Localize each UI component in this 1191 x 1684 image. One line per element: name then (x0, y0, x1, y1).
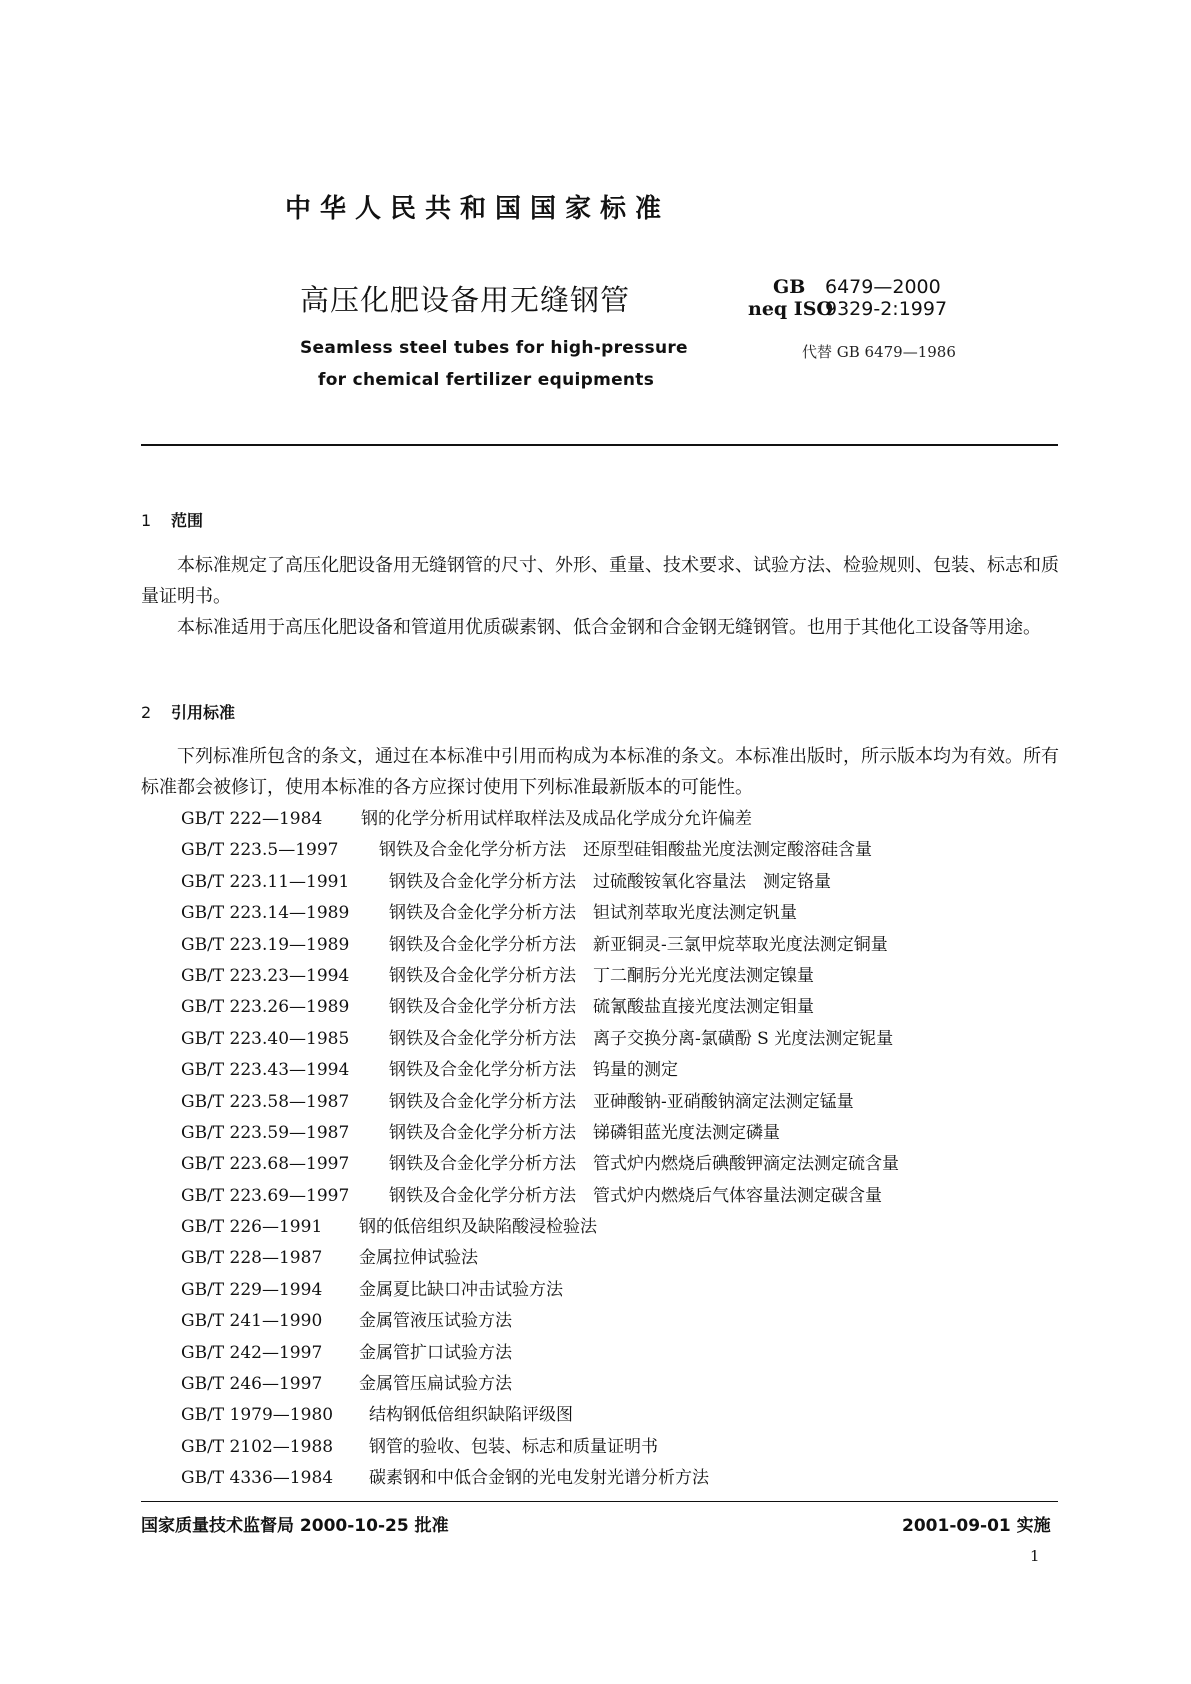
replaces-standard: 代替 GB 6479—1986 (802, 343, 956, 361)
reference-item (181, 1181, 899, 1212)
reference-item (181, 1400, 899, 1431)
implementation-line: 2001-09-01 实施 (902, 1516, 1051, 1536)
reference-title: 钢的低倍组织及缺陷酸浸检验法 (359, 1217, 597, 1238)
reference-item (181, 867, 899, 898)
reference-item (181, 992, 899, 1023)
reference-code: GB/T 2102—1988 (181, 1436, 334, 1457)
reference-code: GB/T 223.23—1994 (181, 965, 350, 986)
reference-item (181, 1463, 899, 1494)
reference-title: 钢铁及合金化学分析方法 硫氰酸盐直接光度法测定钼量 (389, 997, 814, 1018)
reference-item (181, 1212, 899, 1243)
reference-code: GB/T 226—1991 (181, 1217, 323, 1238)
reference-title: 金属拉伸试验法 (359, 1248, 478, 1269)
std-number: 6479—2000 (825, 276, 941, 298)
reference-code: GB/T 229—1994 (181, 1279, 323, 1300)
reference-title: 钢铁及合金化学分析方法 管式炉内燃烧后气体容量法测定碳含量 (389, 1185, 882, 1206)
reference-title: 钢铁及合金化学分析方法 钨量的测定 (389, 1060, 678, 1081)
reference-code: GB/T 223.69—1997 (181, 1185, 350, 1206)
reference-code: GB/T 223.11—1991 (181, 871, 350, 892)
standard-code-block (748, 276, 948, 320)
reference-title: 钢的化学分析用试样取样法及成品化学成分允许偏差 (361, 809, 752, 829)
reference-code: GB/T 223.5—1997 (181, 840, 339, 861)
reference-list (181, 804, 899, 1495)
reference-item (181, 835, 899, 866)
reference-title: 碳素钢和中低合金钢的光电发射光谱分析方法 (369, 1468, 709, 1489)
section-1-heading (141, 508, 203, 531)
reference-title: 金属管液压试验方法 (359, 1311, 512, 1332)
reference-item (181, 804, 899, 835)
reference-title: 钢铁及合金化学分析方法 管式炉内燃烧后碘酸钾滴定法测定硫含量 (389, 1154, 899, 1175)
reference-title: 金属夏比缺口冲击试验方法 (359, 1279, 563, 1300)
reference-code: GB/T 1979—1980 (181, 1405, 334, 1426)
neq-number: 9329-2:1997 (825, 298, 948, 320)
reference-code: GB/T 228—1987 (181, 1248, 323, 1269)
reference-item (181, 961, 899, 992)
reference-item (181, 1024, 899, 1055)
reference-item (181, 1369, 899, 1400)
reference-code: GB/T 223.58—1987 (181, 1091, 350, 1112)
reference-title: 钢铁及合金化学分析方法 锑磷钼蓝光度法测定磷量 (389, 1122, 780, 1143)
section-2-intro: 下列标准所包含的条文，通过在本标准中引用而构成为本标准的条文。本标准出版时，所示版本均为有效。所有标准都会被修订，使用本标准的各方应探讨使用下列标准最新版本的可能性。 (141, 746, 1059, 798)
reference-item (181, 1118, 899, 1149)
reference-title: 钢管的验收、包装、标志和质量证明书 (369, 1436, 658, 1457)
reference-code: GB/T 223.59—1987 (181, 1122, 350, 1143)
header-divider (141, 444, 1058, 446)
document-title-en-line2: for chemical fertilizer equipments (318, 370, 655, 390)
reference-title: 钢铁及合金化学分析方法 丁二酮肟分光光度法测定镍量 (389, 965, 814, 986)
std-label: GB (773, 276, 806, 298)
reference-item (181, 1149, 899, 1180)
section-title: 引用标准 (171, 703, 236, 722)
reference-code: GB/T 223.40—1985 (181, 1028, 350, 1049)
neq-label: neq ISO (748, 298, 833, 320)
reference-code: GB/T 223.14—1989 (181, 903, 350, 924)
reference-code: GB/T 223.68—1997 (181, 1154, 350, 1175)
reference-item (181, 1087, 899, 1118)
reference-item (181, 930, 899, 961)
approval-line: 国家质量技术监督局 2000-10-25 批准 (141, 1516, 449, 1536)
reference-item (181, 1275, 899, 1306)
reference-title: 钢铁及合金化学分析方法 离子交换分离-氯磺酚 S 光度法测定铌量 (389, 1028, 894, 1049)
reference-title: 钢铁及合金化学分析方法 亚砷酸钠-亚硝酸钠滴定法测定锰量 (389, 1091, 854, 1112)
section-number: 2 (141, 703, 152, 722)
reference-code: GB/T 4336—1984 (181, 1468, 334, 1489)
reference-title: 结构钢低倍组织缺陷评级图 (369, 1405, 573, 1426)
reference-title: 钢铁及合金化学分析方法 钽试剂萃取光度法测定钒量 (389, 903, 797, 924)
reference-code: GB/T 223.19—1989 (181, 934, 350, 955)
reference-item (181, 1243, 899, 1274)
reference-title: 钢铁及合金化学分析方法 新亚铜灵-三氯甲烷萃取光度法测定铜量 (389, 934, 888, 955)
section-number: 1 (141, 511, 152, 530)
reference-code: GB/T 246—1997 (181, 1374, 323, 1395)
reference-code: GB/T 241—1990 (181, 1311, 323, 1332)
reference-code: GB/T 223.43—1994 (181, 1060, 350, 1081)
reference-title: 钢铁及合金化学分析方法 过硫酸铵氧化容量法 测定铬量 (389, 871, 831, 892)
reference-code: GB/T 242—1997 (181, 1342, 323, 1363)
reference-title: 金属管压扁试验方法 (359, 1374, 512, 1395)
reference-title: 金属管扩口试验方法 (359, 1342, 512, 1363)
page-number: 1 (1030, 1547, 1040, 1565)
reference-item (181, 1432, 899, 1463)
reference-item (181, 898, 899, 929)
reference-title: 钢铁及合金化学分析方法 还原型硅钼酸盐光度法测定酸溶硅含量 (379, 840, 872, 861)
reference-code: GB/T 222—1984 (181, 809, 323, 829)
national-standard-heading: 中华人民共和国国家标准 (285, 194, 671, 224)
reference-item (181, 1338, 899, 1369)
document-title-en-line1: Seamless steel tubes for high-pressure (300, 338, 688, 358)
section-1-paragraph-2: 本标准适用于高压化肥设备和管道用优质碳素钢、低合金钢和合金钢无缝钢管。也用于其他化工设备等用途。 (177, 617, 1041, 638)
section-1-paragraph-1: 本标准规定了高压化肥设备用无缝钢管的尺寸、外形、重量、技术要求、试验方法、检验规则、包装、标志和质量证明书。 (141, 555, 1059, 607)
reference-item (181, 1306, 899, 1337)
reference-item (181, 1055, 899, 1086)
section-2-heading (141, 700, 235, 723)
section-title: 范围 (171, 511, 204, 530)
footer-divider (141, 1501, 1058, 1502)
document-title-zh: 高压化肥设备用无缝钢管 (300, 283, 631, 317)
reference-code: GB/T 223.26—1989 (181, 997, 350, 1018)
